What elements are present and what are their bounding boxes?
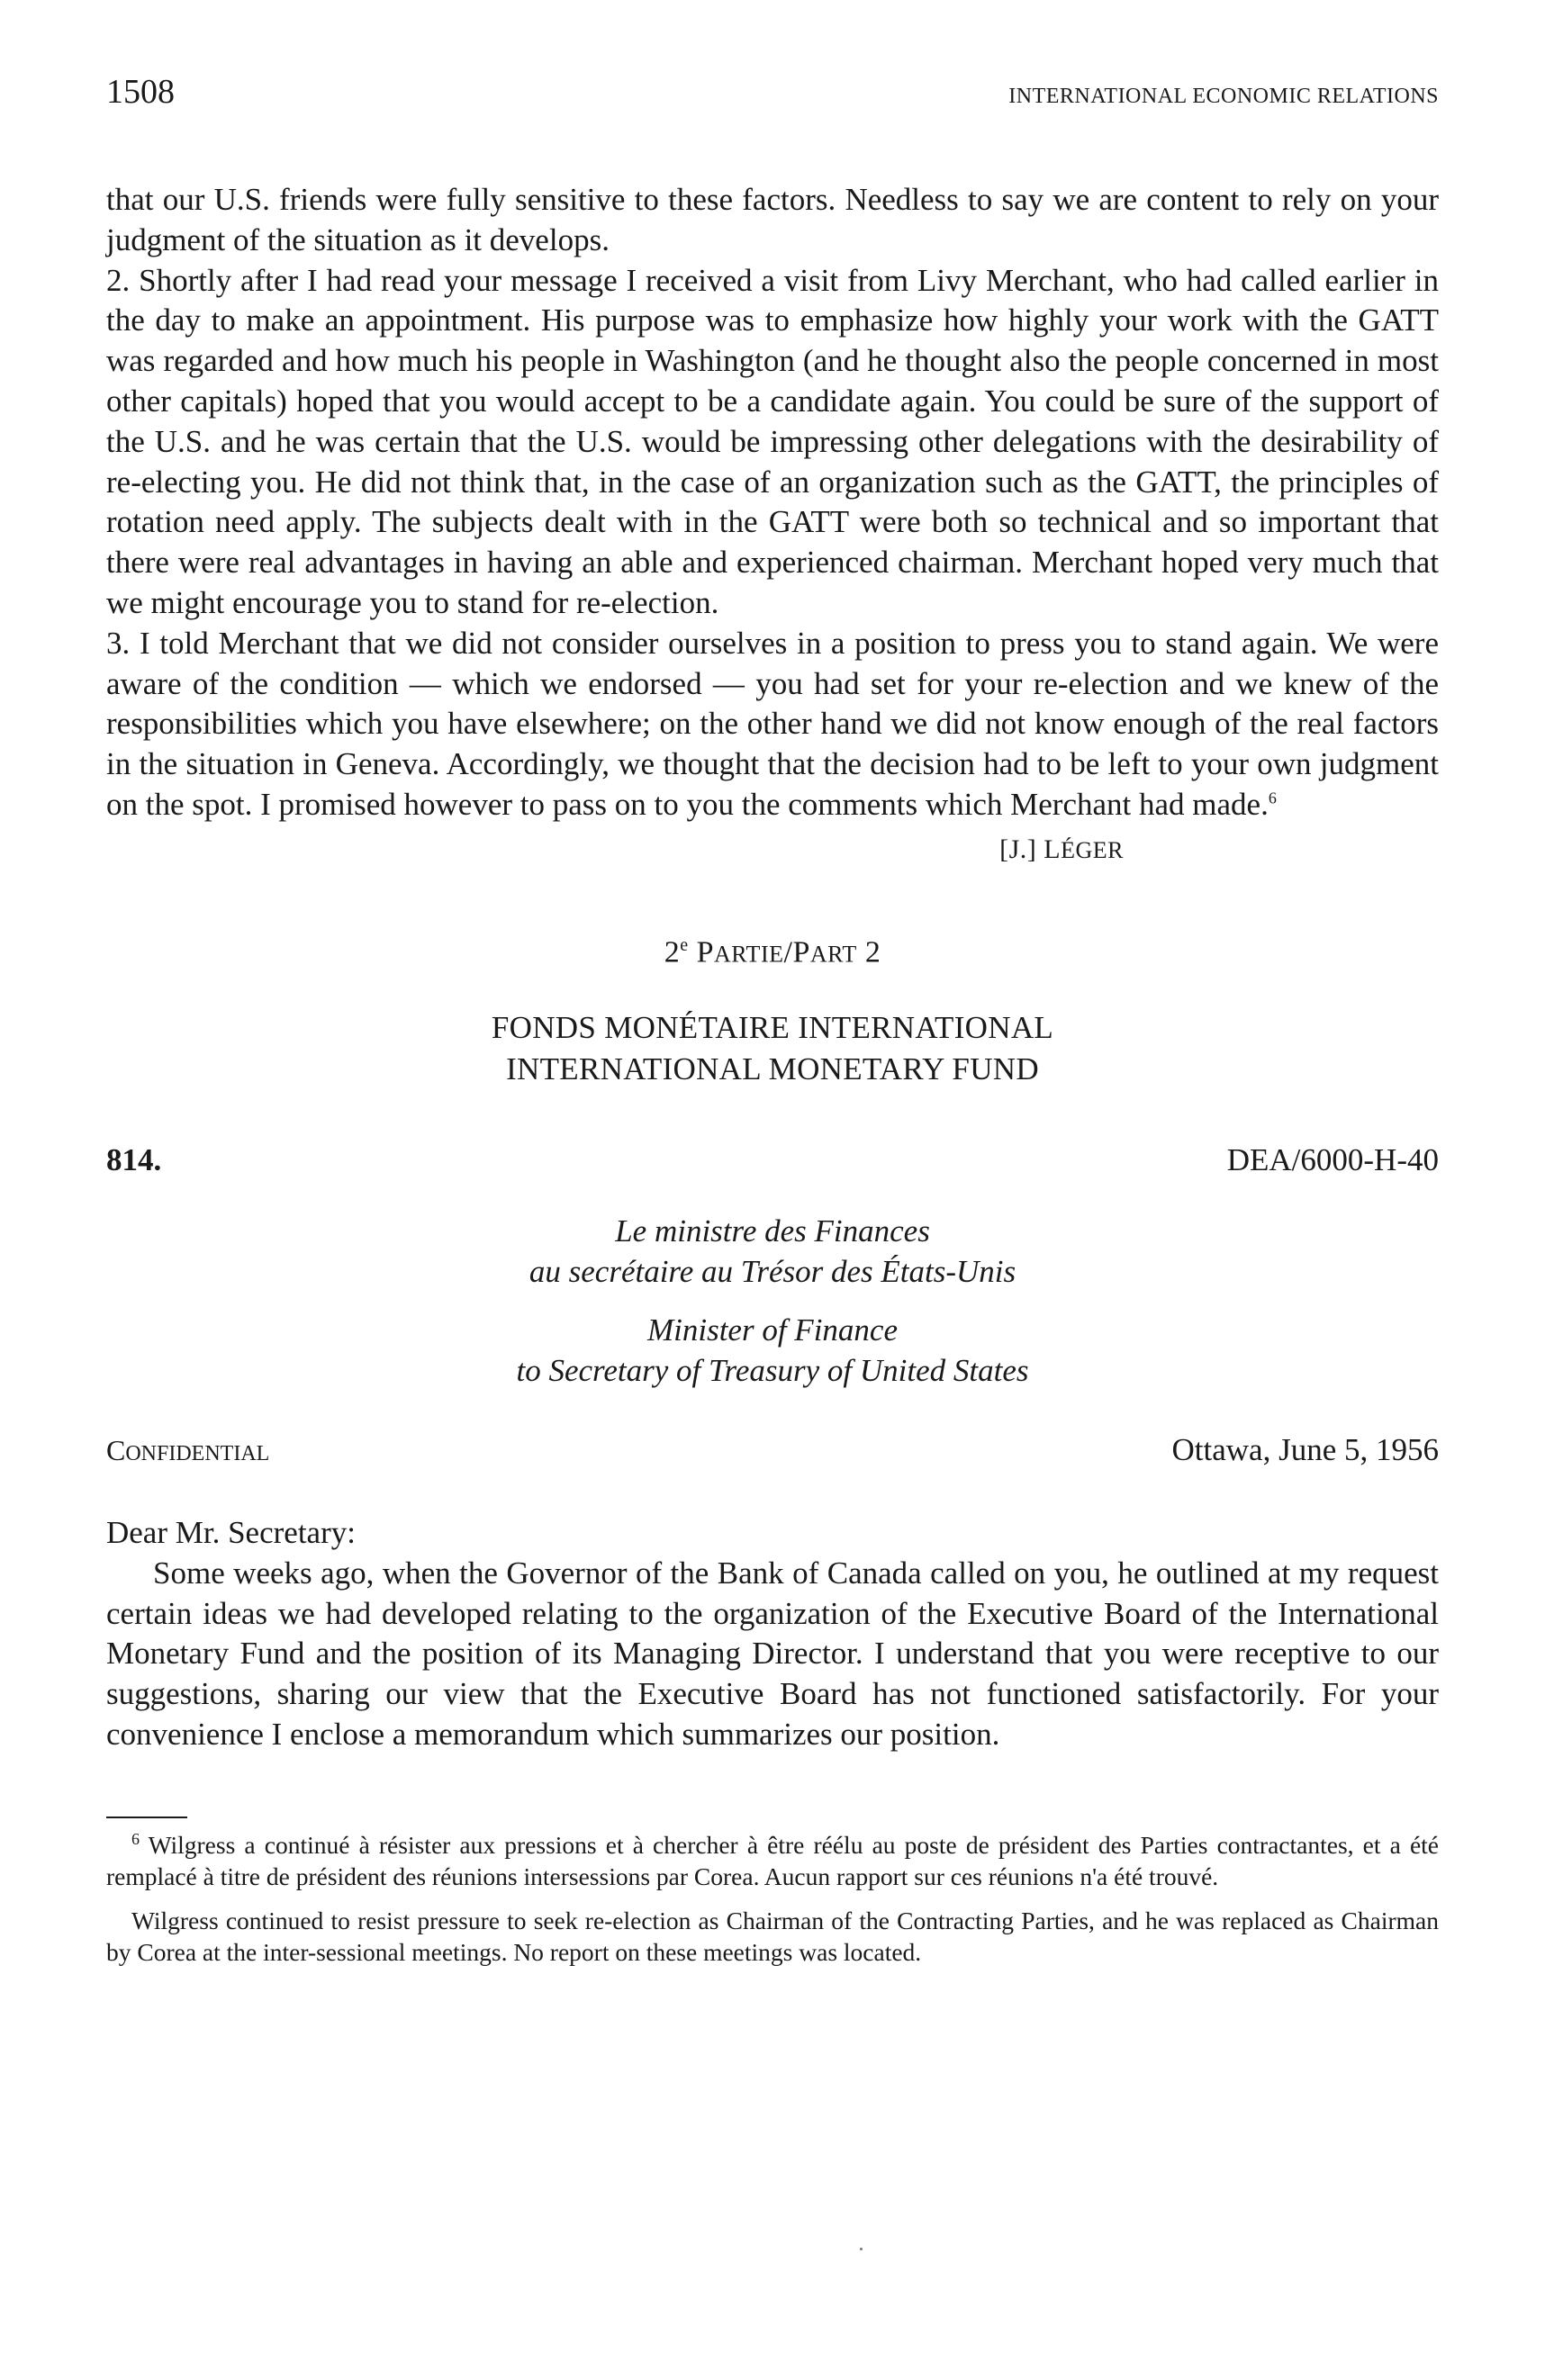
footnotes: [106, 1829, 1439, 1968]
section-title: [106, 1007, 1439, 1090]
part-en-rest: ART: [809, 941, 857, 968]
scan-speck: [860, 2248, 863, 2250]
addressee-english: [106, 1310, 1439, 1391]
running-title: INTERNATIONAL ECONOMIC RELATIONS: [1008, 85, 1439, 108]
letter-paragraph: Some weeks ago, when the Governor of the Bank of Canada called on you, he outlined at my request certain ideas we had developed relating to the organization of the Executive Board of the International Monetary Fund and the position of its Managing Director. I understand that you were receptive to our suggestions, sharing our view that the Executive Board has not functioned satisfactorily. For your convenience I enclose a memorandum which summarizes our position.: [106, 1555, 1439, 1753]
file-reference: DEA/6000-H-40: [1226, 1142, 1439, 1178]
part-en-number: 2: [864, 935, 881, 969]
part-separator: /: [783, 935, 793, 969]
footnote-divider: [106, 1817, 187, 1818]
paragraph-continuation: that our U.S. friends were fully sensitive to these factors. Needless to say we are content to rely on your judgment of the situation as it develops.: [106, 182, 1439, 257]
part-heading: [106, 935, 1439, 969]
section-title-en: INTERNATIONAL MONETARY FUND: [506, 1051, 1039, 1087]
paragraph-3: [106, 624, 1439, 825]
document-number: 814.: [106, 1142, 162, 1178]
salutation: Dear Mr. Secretary:: [106, 1515, 356, 1551]
section-title-fr: FONDS MONÉTAIRE INTERNATIONAL: [491, 1010, 1054, 1046]
place-date: Ottawa, June 5, 1956: [1171, 1432, 1439, 1468]
part-initial-en: P: [792, 935, 810, 969]
paragraph-2: 2. Shortly after I had read your message I received a visit from Livy Merchant, who had called earlier in the day to make an appointment. His purpose was to emphasize how highly your work with the GATT was regarded and how much his people in Washington (and he thought also the people concerned in most other capitals) hoped that you would accept to be a candidate again. You could be sure of the support of the U.S. and he was certain that the U.S. would be impressing other delegations with the desirability of re-electing you. He did not think that, in the case of an organization such as the GATT, the principles of rotation need apply. The subjects dealt with in the GATT were both so technical and so important that there were real advantages in having an able and experienced chairman. Merchant hoped very much that we might encourage you to stand for re-election.: [106, 262, 1439, 620]
signature-prefix: [J.] L: [999, 834, 1062, 864]
signature-rest: ÉGER: [1061, 836, 1124, 863]
classification-rest: ONFIDENTIAL: [125, 1442, 270, 1466]
part-number: 2: [664, 935, 681, 969]
addressee-french: [106, 1211, 1439, 1292]
addressee-en-line-2: to Secretary of Treasury of United States: [516, 1353, 1029, 1389]
footnote-english: Wilgress continued to resist pressure to seek re-election as Chairman of the Contracting Parties, and he was replaced as Chairman by Corea at the inter-sessional meetings. No report on these meetings was located.: [106, 1906, 1439, 1966]
footnote-reference: 6: [1268, 789, 1277, 807]
footnote-french: [106, 1829, 1439, 1892]
paragraph-3-text: 3. I told Merchant that we did not consider ourselves in a position to press you to stand again. We were aware of the condition — which we endorsed — you had set for your re-election and we knew of the responsibilities which you have elsewhere; on the other hand we did not know enough of the real factors in the situation in Geneva. Accordingly, we thought that the decision had to be left to your own judgment on the spot. I promised however to pass on to you the comments which Merchant had made.: [106, 625, 1439, 822]
letter-body: [106, 1513, 1439, 1755]
addressee-fr-line-2: au secrétaire au Trésor des États-Unis: [529, 1254, 1016, 1290]
footnote-marker: 6: [131, 1829, 140, 1848]
document-page: [106, 72, 1439, 1968]
document-identifier-line: [106, 1142, 1439, 1178]
classification-initial: C: [106, 1434, 126, 1467]
part-initial-fr: P: [696, 935, 714, 969]
signature: [106, 834, 1439, 865]
part-superscript: e: [680, 934, 689, 955]
previous-document-text: [106, 180, 1439, 825]
addressee-en-line-1: Minister of Finance: [646, 1312, 898, 1348]
page-number: 1508: [106, 73, 175, 111]
classification: [106, 1434, 269, 1467]
addressee-fr-line-1: Le ministre des Finances: [615, 1213, 930, 1249]
classification-date-line: [106, 1432, 1439, 1468]
footnote-french-text: Wilgress a continué à résister aux pressions et à chercher à être réélu au poste de président des Parties contractantes, et a été remplacé à titre de président des réunions intersessions par Corea. Aucun rapport sur ces réunions n'a été trouvé.: [106, 1830, 1439, 1890]
part-fr-rest: ARTIE: [714, 941, 784, 968]
running-head: [106, 72, 1439, 126]
